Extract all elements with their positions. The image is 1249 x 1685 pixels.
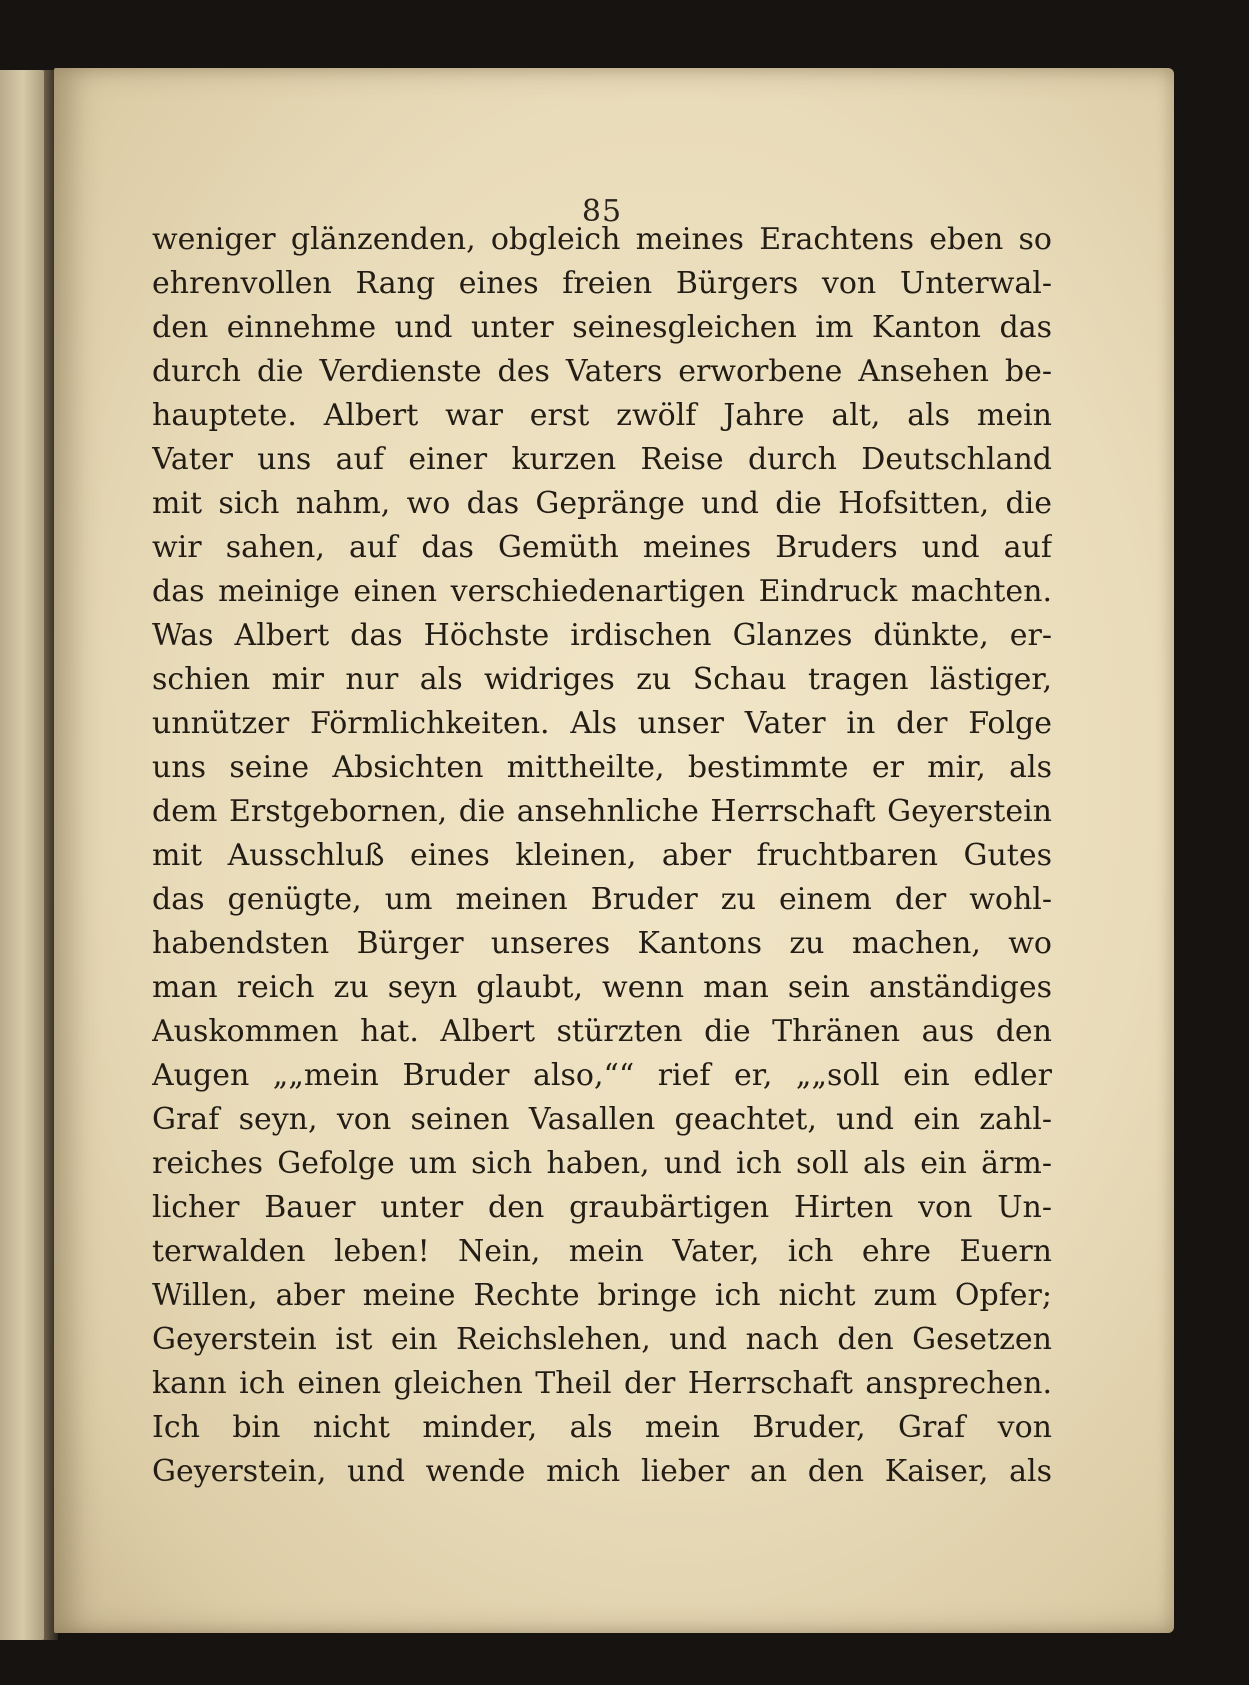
text-line: unnützer Förmlichkeiten. Als unser Vater in der Folge <box>152 706 1052 741</box>
book-page <box>54 68 1174 1633</box>
text-line: uns seine Absichten mittheilte, bestimmte er mir, als <box>152 750 1052 785</box>
text-line: Geyerstein, und wende mich lieber an den Kaiser, als <box>152 1454 1052 1489</box>
text-line: das meinige einen verschiedenartigen Eindruck machten. <box>152 574 1052 609</box>
text-line: reiches Gefolge um sich haben, und ich soll als ein ärm- <box>152 1146 1052 1181</box>
text-line: man reich zu seyn glaubt, wenn man sein anständiges <box>152 970 1052 1005</box>
text-line: Augen „„mein Bruder also,““ rief er, „„soll ein edler <box>152 1058 1052 1093</box>
text-line: das genügte, um meinen Bruder zu einem der wohl- <box>152 882 1052 917</box>
text-line: weniger glänzenden, obgleich meines Erachtens eben so <box>152 222 1052 257</box>
text-line: Willen, aber meine Rechte bringe ich nicht zum Opfer; <box>152 1278 1052 1313</box>
text-line: hauptete. Albert war erst zwölf Jahre alt, als mein <box>152 398 1052 433</box>
text-line: schien mir nur als widriges zu Schau tragen lästiger, <box>152 662 1052 697</box>
text-line: Vater uns auf einer kurzen Reise durch Deutschland <box>152 442 1052 477</box>
text-line: ehrenvollen Rang eines freien Bürgers von Unterwal- <box>152 266 1052 301</box>
text-line: Geyerstein ist ein Reichslehen, und nach den Gesetzen <box>152 1322 1052 1357</box>
text-line: licher Bauer unter den graubärtigen Hirten von Un- <box>152 1190 1052 1225</box>
text-line: Ich bin nicht minder, als mein Bruder, Graf von <box>152 1410 1052 1445</box>
text-line: habendsten Bürger unseres Kantons zu machen, wo <box>152 926 1052 961</box>
text-line: mit Ausschluß eines kleinen, aber fruchtbaren Gutes <box>152 838 1052 873</box>
previous-page-edge <box>0 70 46 1640</box>
text-line: dem Erstgebornen, die ansehnliche Herrschaft Geyerstein <box>152 794 1052 829</box>
text-line: Was Albert das Höchste irdischen Glanzes dünkte, er- <box>152 618 1052 653</box>
text-line: durch die Verdienste des Vaters erworbene Ansehen be- <box>152 354 1052 389</box>
text-line: Auskommen hat. Albert stürzten die Thränen aus den <box>152 1014 1052 1049</box>
text-line: mit sich nahm, wo das Gepränge und die Hofsitten, die <box>152 486 1052 521</box>
text-line: den einnehme und unter seinesgleichen im Kanton das <box>152 310 1052 345</box>
text-line: Graf seyn, von seinen Vasallen geachtet, und ein zahl- <box>152 1102 1052 1137</box>
page-text <box>152 218 1052 1494</box>
text-line: terwalden leben! Nein, mein Vater, ich ehre Euern <box>152 1234 1052 1269</box>
text-line: kann ich einen gleichen Theil der Herrschaft ansprechen. <box>152 1366 1052 1401</box>
page-number: 85 <box>581 194 623 229</box>
text-line: wir sahen, auf das Gemüth meines Bruders und auf <box>152 530 1052 565</box>
